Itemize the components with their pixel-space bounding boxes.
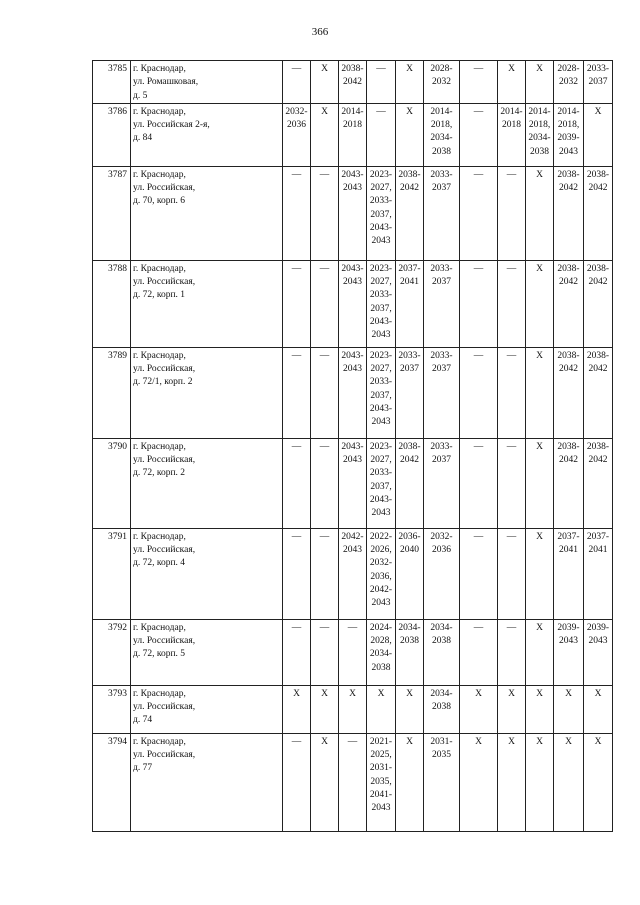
period-value: — — [506, 263, 517, 274]
period-value: — — [291, 622, 302, 633]
address-cell — [131, 260, 283, 347]
period-value: X — [406, 736, 413, 747]
period-cell — [584, 166, 613, 260]
address-text: г. Краснодар, ул. Российская, д. 72, корп. 4 — [133, 531, 196, 569]
address-text: г. Краснодар, ул. Российская, д. 77 — [133, 736, 196, 774]
period-value: 2023- 2027, 2033- 2037, 2043- 2043 — [369, 441, 393, 519]
address-text: г. Краснодар, ул. Российская, д. 72, корп. 5 — [133, 622, 196, 660]
period-cell — [424, 260, 460, 347]
period-value: 2032- 2036 — [430, 531, 453, 556]
period-cell — [367, 103, 396, 166]
period-cell — [526, 260, 554, 347]
period-value: 2014- 2018, 2034- 2038 — [430, 106, 453, 157]
table-row — [93, 528, 613, 619]
period-cell — [526, 619, 554, 685]
period-cell — [367, 733, 396, 831]
period-value: 2033- 2037 — [398, 350, 421, 375]
period-cell — [339, 685, 367, 733]
period-cell — [424, 103, 460, 166]
period-value: X — [536, 263, 543, 274]
period-value: X — [536, 531, 543, 542]
period-cell — [460, 619, 498, 685]
period-cell — [339, 619, 367, 685]
period-value: X — [349, 688, 356, 699]
period-value: 2033- 2037 — [430, 350, 453, 375]
address-text: г. Краснодар, ул. Российская, д. 72, корп. 2 — [133, 441, 196, 479]
period-cell — [311, 61, 339, 104]
table-row — [93, 61, 613, 104]
period-cell — [283, 166, 311, 260]
period-cell — [498, 528, 526, 619]
period-cell — [424, 438, 460, 528]
period-value: 2043- 2043 — [341, 169, 364, 194]
period-cell — [396, 347, 424, 438]
period-cell — [584, 685, 613, 733]
period-cell — [584, 103, 613, 166]
period-cell — [339, 733, 367, 831]
period-value: X — [406, 688, 413, 699]
period-value: — — [506, 531, 517, 542]
row-number: 3785 — [93, 61, 131, 104]
period-cell — [283, 619, 311, 685]
period-cell — [460, 260, 498, 347]
address-cell — [131, 619, 283, 685]
period-value: X — [475, 688, 482, 699]
period-value: 2037- 2041 — [557, 531, 580, 556]
row-number: 3793 — [93, 685, 131, 733]
period-cell — [554, 733, 584, 831]
table-row — [93, 103, 613, 166]
period-value: 2036- 2040 — [398, 531, 421, 556]
period-value: 2038- 2042 — [557, 441, 580, 466]
row-number: 3787 — [93, 166, 131, 260]
address-cell — [131, 438, 283, 528]
period-cell — [424, 166, 460, 260]
period-cell — [339, 438, 367, 528]
period-cell — [498, 166, 526, 260]
address-cell — [131, 685, 283, 733]
period-cell — [460, 528, 498, 619]
period-value: 2028- 2032 — [557, 64, 580, 88]
period-cell — [554, 528, 584, 619]
period-value: X — [321, 736, 328, 747]
period-value: X — [536, 350, 543, 361]
period-cell — [283, 103, 311, 166]
period-value: — — [291, 64, 302, 74]
period-cell — [311, 166, 339, 260]
period-cell — [339, 61, 367, 104]
period-value: 2038- 2042 — [398, 441, 421, 466]
period-value: 2023- 2027, 2033- 2037, 2043- 2043 — [369, 350, 393, 428]
period-cell — [367, 619, 396, 685]
period-cell — [584, 438, 613, 528]
row-number: 3789 — [93, 347, 131, 438]
period-value: 2043- 2043 — [341, 350, 364, 375]
period-value: 2022- 2026, 2032- 2036, 2042- 2043 — [369, 531, 393, 609]
period-cell — [526, 166, 554, 260]
address-cell — [131, 166, 283, 260]
period-cell — [424, 733, 460, 831]
period-cell — [460, 103, 498, 166]
period-value: X — [508, 688, 515, 699]
period-value: X — [536, 688, 543, 699]
period-cell — [498, 61, 526, 104]
period-cell — [554, 260, 584, 347]
period-cell — [498, 260, 526, 347]
period-value: 2038- 2042 — [586, 441, 610, 466]
address-text: г. Краснодар, ул. Ромашковая, д. 5 — [133, 64, 199, 101]
table-row — [93, 619, 613, 685]
period-cell — [584, 260, 613, 347]
period-value: X — [536, 622, 543, 633]
period-cell — [584, 347, 613, 438]
period-cell — [526, 438, 554, 528]
table-row — [93, 166, 613, 260]
period-cell — [460, 166, 498, 260]
period-value: — — [291, 263, 302, 274]
period-value: 2032- 2036 — [285, 106, 308, 131]
row-number: 3794 — [93, 733, 131, 831]
period-cell — [498, 685, 526, 733]
period-value: X — [536, 64, 543, 74]
period-value: — — [319, 263, 330, 274]
period-cell — [339, 528, 367, 619]
period-cell — [526, 347, 554, 438]
address-cell — [131, 528, 283, 619]
period-cell — [367, 685, 396, 733]
period-value: — — [319, 441, 330, 452]
period-cell — [339, 347, 367, 438]
period-cell — [339, 166, 367, 260]
period-value: — — [473, 622, 484, 633]
period-cell — [283, 438, 311, 528]
period-cell — [554, 166, 584, 260]
period-cell — [584, 528, 613, 619]
period-value: 2039- 2043 — [586, 622, 610, 647]
period-cell — [396, 438, 424, 528]
period-value: 2021- 2025, 2031- 2035, 2041- 2043 — [369, 736, 393, 814]
period-value: 2014- 2018 — [500, 106, 523, 131]
period-cell — [311, 347, 339, 438]
period-cell — [526, 685, 554, 733]
period-value: — — [319, 169, 330, 180]
period-cell — [526, 61, 554, 104]
period-value: 2014- 2018, 2034- 2038 — [528, 106, 551, 157]
address-text: г. Краснодар, ул. Российская, д. 70, корп. 6 — [133, 169, 196, 207]
period-value: 2023- 2027, 2033- 2037, 2043- 2043 — [369, 263, 393, 341]
table-row — [93, 733, 613, 831]
period-value: — — [506, 169, 517, 180]
table-row — [93, 438, 613, 528]
period-value: 2034- 2038 — [430, 622, 453, 647]
period-value: X — [594, 688, 602, 699]
address-text: г. Краснодар, ул. Российская, д. 72/1, корп. 2 — [133, 350, 196, 388]
period-value: X — [565, 736, 572, 747]
period-cell — [396, 733, 424, 831]
period-value: X — [565, 688, 572, 699]
period-value: 2033- 2037 — [430, 169, 453, 194]
period-cell — [424, 685, 460, 733]
period-value: — — [291, 169, 302, 180]
period-cell — [554, 61, 584, 104]
period-value: 2038- 2042 — [586, 263, 610, 288]
period-cell — [526, 528, 554, 619]
period-cell — [460, 61, 498, 104]
period-value: 2034- 2038 — [430, 688, 453, 713]
period-value: X — [508, 64, 515, 74]
period-value: 2037- 2041 — [398, 263, 421, 288]
address-cell — [131, 61, 283, 104]
period-value: 2014- 2018 — [341, 106, 364, 131]
period-cell — [584, 733, 613, 831]
period-value: X — [406, 64, 413, 74]
address-text: г. Краснодар, ул. Российская, д. 72, корп. 1 — [133, 263, 196, 301]
address-text: г. Краснодар, ул. Российская 2-я, д. 84 — [133, 106, 210, 144]
period-value: — — [473, 531, 484, 542]
period-value: 2028- 2032 — [430, 64, 453, 88]
period-cell — [396, 103, 424, 166]
period-value: — — [291, 350, 302, 361]
period-cell — [424, 347, 460, 438]
period-cell — [498, 619, 526, 685]
period-value: X — [508, 736, 515, 747]
period-cell — [311, 528, 339, 619]
period-value: X — [594, 106, 602, 117]
period-value: — — [319, 531, 330, 542]
period-cell — [460, 733, 498, 831]
period-value: — — [506, 441, 517, 452]
period-cell — [367, 347, 396, 438]
period-value: X — [594, 736, 602, 747]
period-cell — [396, 166, 424, 260]
period-value: 2033- 2037 — [586, 64, 610, 88]
period-value: X — [475, 736, 482, 747]
period-cell — [367, 528, 396, 619]
period-value: — — [347, 736, 358, 747]
period-value: 2038- 2042 — [398, 169, 421, 194]
schedule-table — [92, 60, 613, 832]
period-cell — [554, 438, 584, 528]
period-value: X — [321, 688, 328, 699]
period-value: 2038- 2042 — [586, 169, 610, 194]
period-cell — [311, 260, 339, 347]
period-value: 2034- 2038 — [398, 622, 421, 647]
period-value: 2024- 2028, 2034- 2038 — [369, 622, 393, 673]
period-value: — — [506, 622, 517, 633]
period-value: 2014- 2018, 2039- 2043 — [557, 106, 580, 157]
period-cell — [367, 166, 396, 260]
period-value: — — [473, 350, 484, 361]
row-number: 3791 — [93, 528, 131, 619]
row-number: 3792 — [93, 619, 131, 685]
period-value: 2031- 2035 — [430, 736, 453, 761]
period-value: X — [377, 688, 385, 699]
row-number: 3790 — [93, 438, 131, 528]
address-text: г. Краснодар, ул. Российская, д. 74 — [133, 688, 196, 726]
period-value: 2038- 2042 — [586, 350, 610, 375]
period-cell — [367, 438, 396, 528]
period-value: 2043- 2043 — [341, 441, 364, 466]
period-cell — [554, 619, 584, 685]
period-value: 2039- 2043 — [557, 622, 580, 647]
period-value: — — [473, 106, 484, 117]
period-value: 2038- 2042 — [557, 169, 580, 194]
period-cell — [396, 61, 424, 104]
period-cell — [554, 685, 584, 733]
period-value: X — [536, 169, 543, 180]
period-cell — [460, 347, 498, 438]
period-cell — [311, 103, 339, 166]
period-cell — [498, 733, 526, 831]
address-cell — [131, 103, 283, 166]
period-value: — — [473, 169, 484, 180]
period-cell — [283, 347, 311, 438]
table-row — [93, 260, 613, 347]
period-value: — — [319, 350, 330, 361]
period-value: X — [293, 688, 300, 699]
address-cell — [131, 733, 283, 831]
period-value: 2033- 2037 — [430, 441, 453, 466]
table-row — [93, 347, 613, 438]
period-cell — [460, 685, 498, 733]
period-cell — [498, 103, 526, 166]
period-cell — [424, 61, 460, 104]
period-cell — [311, 685, 339, 733]
address-cell — [131, 347, 283, 438]
period-cell — [339, 103, 367, 166]
period-value: 2038- 2042 — [341, 64, 364, 88]
row-number: 3788 — [93, 260, 131, 347]
period-cell — [396, 260, 424, 347]
period-value: X — [536, 736, 543, 747]
period-cell — [460, 438, 498, 528]
period-cell — [367, 260, 396, 347]
period-value: — — [319, 622, 330, 633]
period-cell — [498, 347, 526, 438]
period-value: 2037- 2041 — [586, 531, 610, 556]
period-cell — [339, 260, 367, 347]
period-cell — [526, 103, 554, 166]
period-value: — — [473, 441, 484, 452]
period-cell — [554, 103, 584, 166]
period-value: 2038- 2042 — [557, 263, 580, 288]
page-number: 366 — [311, 26, 329, 38]
period-cell — [526, 733, 554, 831]
period-value: X — [321, 64, 328, 74]
period-value: — — [347, 622, 358, 633]
period-value: 2038- 2042 — [557, 350, 580, 375]
period-cell — [311, 733, 339, 831]
period-cell — [367, 61, 396, 104]
period-value: — — [473, 263, 484, 274]
period-value: 2043- 2043 — [341, 263, 364, 288]
period-value: — — [473, 64, 484, 74]
period-value: X — [536, 441, 543, 452]
row-number: 3786 — [93, 103, 131, 166]
period-cell — [424, 528, 460, 619]
period-value: — — [506, 350, 517, 361]
period-cell — [584, 619, 613, 685]
period-value: — — [291, 531, 302, 542]
table-row — [93, 685, 613, 733]
period-cell — [424, 619, 460, 685]
period-cell — [584, 61, 613, 104]
period-value: — — [291, 736, 302, 747]
period-cell — [396, 619, 424, 685]
period-value: — — [376, 106, 386, 117]
period-value: X — [321, 106, 328, 117]
period-value: 2023- 2027, 2033- 2037, 2043- 2043 — [369, 169, 393, 247]
period-value: — — [291, 441, 302, 452]
period-value: 2033- 2037 — [430, 263, 453, 288]
period-value: 2042- 2043 — [341, 531, 364, 556]
period-value: — — [376, 64, 386, 74]
period-value: X — [406, 106, 413, 117]
period-cell — [554, 347, 584, 438]
period-cell — [311, 619, 339, 685]
period-cell — [283, 528, 311, 619]
period-cell — [396, 528, 424, 619]
period-cell — [283, 733, 311, 831]
period-cell — [396, 685, 424, 733]
period-cell — [283, 685, 311, 733]
period-cell — [498, 438, 526, 528]
period-cell — [283, 260, 311, 347]
period-cell — [283, 61, 311, 104]
period-cell — [311, 438, 339, 528]
